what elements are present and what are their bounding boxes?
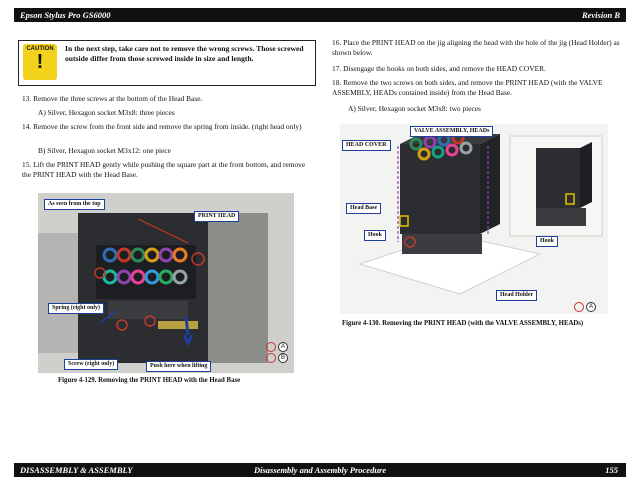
step-18-a: A) Silver, Hexagon socket M3x8: two pieces <box>348 104 481 113</box>
footer-chapter: Disassembly and Assembly Procedure <box>254 465 387 475</box>
label-print-head: PRINT HEAD <box>194 211 239 222</box>
label-screw: Screw (right only) <box>64 359 118 370</box>
caution-text: In the next step, take care not to remove the wrong screws. Those screwed outside differ from those screwed inside in size and length. <box>65 44 304 63</box>
print-head-photo-129 <box>38 193 294 373</box>
page-header <box>14 8 626 22</box>
label-push-here: Push here when lifting <box>146 361 211 372</box>
label-head-base: Head Base <box>346 203 381 214</box>
footer-section: DISASSEMBLY & ASSEMBLY <box>20 465 133 475</box>
label-valve-assembly: VALVE ASSEMBLY, HEADs <box>410 126 493 137</box>
label-hook-right: Hook <box>536 236 558 247</box>
mark-a-ring-129 <box>266 342 276 352</box>
caution-icon <box>23 44 57 80</box>
footer-page-number: 155 <box>605 465 618 475</box>
label-hook-left: Hook <box>364 230 386 241</box>
mark-a-ring-130 <box>574 302 584 312</box>
step-16: 16. Place the PRINT HEAD on the jig aligning the head with the hole of the jig (Head Holder) as shown below. <box>332 38 620 57</box>
label-seen-from-top: As seen from the top <box>44 199 105 210</box>
step-18: 18. Remove the two screws on both sides, and remove the PRINT HEAD (with the VALVE ASSEMBLY, HEADs contained inside) from the Head Base. <box>332 78 603 97</box>
caution-label: CAUTION <box>26 46 54 52</box>
figure-130-photo <box>340 124 608 314</box>
print-head-photo-130 <box>340 124 608 314</box>
step-15: 15. Lift the PRINT HEAD gently while pushing the square part at the front bottom, and remove the PRINT HEAD with the Head Base. <box>22 160 306 179</box>
step-14: 14. Remove the screw from the front side and remove the spring from inside. (right head only) <box>22 122 302 131</box>
label-head-holder: Head Holder <box>496 290 537 301</box>
mark-b-129: B <box>278 353 288 363</box>
header-model: Epson Stylus Pro GS6000 <box>20 10 111 20</box>
step-13-a: A) Silver, Hexagon socket M3x8: three pieces <box>38 108 175 117</box>
step-13: 13. Remove the three screws at the bottom of the Head Base. <box>22 94 203 103</box>
mark-a-130: A <box>586 302 596 312</box>
mark-b-ring-129 <box>266 353 276 363</box>
step-14-b: B) Silver, Hexagon socket M3x12: one piece <box>38 146 171 155</box>
caution-box <box>18 40 316 86</box>
exclamation-icon: ! <box>36 51 44 73</box>
step-17: 17. Disengage the hooks on both sides, and remove the HEAD COVER. <box>332 64 546 73</box>
mark-a-129: A <box>278 342 288 352</box>
figure-129-caption: Figure 4-129. Removing the PRINT HEAD with the Head Base <box>58 377 241 384</box>
figure-129-photo <box>38 193 294 373</box>
label-spring: Spring (right only) <box>48 303 104 314</box>
label-head-cover: HEAD COVER <box>342 140 391 151</box>
page-footer <box>14 463 626 477</box>
header-revision: Revision B <box>581 10 620 20</box>
figure-130-caption: Figure 4-130. Removing the PRINT HEAD (with the VALVE ASSEMBLY, HEADs) <box>342 320 584 327</box>
